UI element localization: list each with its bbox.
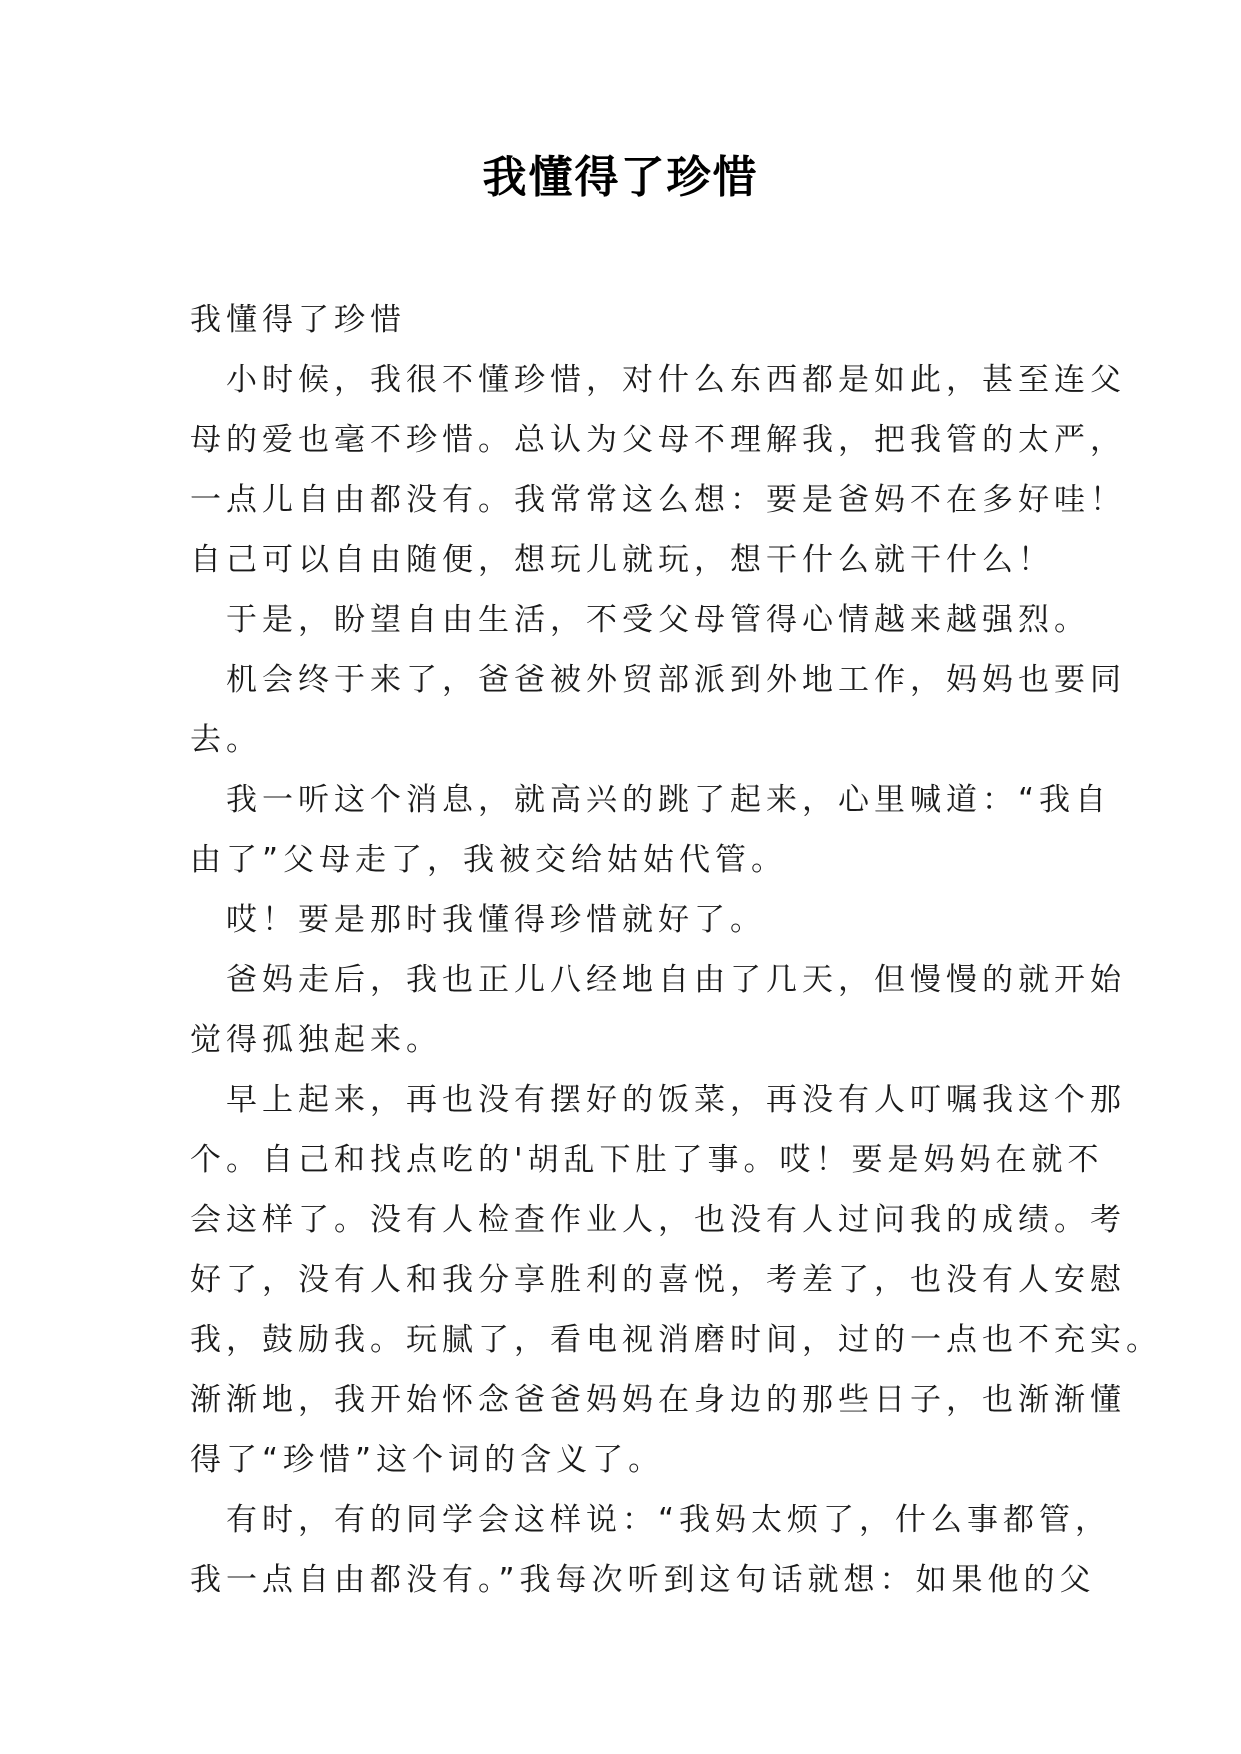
body-line: 我一听这个消息，就高兴的跳了起来，心里喊道：“我自 bbox=[226, 782, 1112, 818]
body-line: 会这样了。没有人检查作业人，也没有人过问我的成绩。考 bbox=[190, 1202, 1126, 1238]
body-line: 渐渐地，我开始怀念爸爸妈妈在身边的那些日子，也渐渐懂 bbox=[190, 1382, 1126, 1418]
body-line: 得了“珍惜”这个词的含义了。 bbox=[190, 1442, 665, 1478]
body-line: 爸妈走后，我也正儿八经地自由了几天，但慢慢的就开始 bbox=[226, 962, 1126, 998]
body-line: 自己可以自由随便，想玩儿就玩，想干什么就干什么！ bbox=[190, 542, 1054, 578]
body-line: 我，鼓励我。玩腻了，看电视消磨时间，过的一点也不充实。 bbox=[190, 1322, 1162, 1358]
body-line: 一点儿自由都没有。我常常这么想：要是爸妈不在多好哇！ bbox=[190, 482, 1126, 518]
body-line: 小时候，我很不懂珍惜，对什么东西都是如此，甚至连父 bbox=[226, 362, 1126, 398]
body-line: 早上起来，再也没有摆好的饭菜，再没有人叮嘱我这个那 bbox=[226, 1082, 1126, 1118]
body-line: 有时，有的同学会这样说：“我妈太烦了，什么事都管， bbox=[226, 1502, 1112, 1538]
body-line: 觉得孤独起来。 bbox=[190, 1022, 442, 1058]
body-line: 机会终于来了，爸爸被外贸部派到外地工作，妈妈也要同 bbox=[226, 662, 1126, 698]
body-line: 好了，没有人和我分享胜利的喜悦，考差了，也没有人安慰 bbox=[190, 1262, 1126, 1298]
body-line-subtitle: 我懂得了珍惜 bbox=[190, 302, 406, 338]
body-line: 我一点自由都没有。”我每次听到这句话就想：如果他的父 bbox=[190, 1562, 1096, 1598]
body-line: 去。 bbox=[190, 722, 262, 758]
document-title: 我懂得了珍惜 bbox=[482, 152, 759, 203]
body-line: 哎！要是那时我懂得珍惜就好了。 bbox=[226, 902, 766, 938]
body-line: 于是，盼望自由生活，不受父母管得心情越来越强烈。 bbox=[226, 602, 1090, 638]
body-line: 个。自己和找点吃的'胡乱下肚了事。哎！要是妈妈在就不 bbox=[190, 1142, 1104, 1178]
body-line: 母的爱也毫不珍惜。总认为父母不理解我，把我管的太严， bbox=[190, 422, 1126, 458]
document-body bbox=[190, 290, 1162, 1610]
body-line: 由了”父母走了，我被交给姑姑代管。 bbox=[190, 842, 788, 878]
